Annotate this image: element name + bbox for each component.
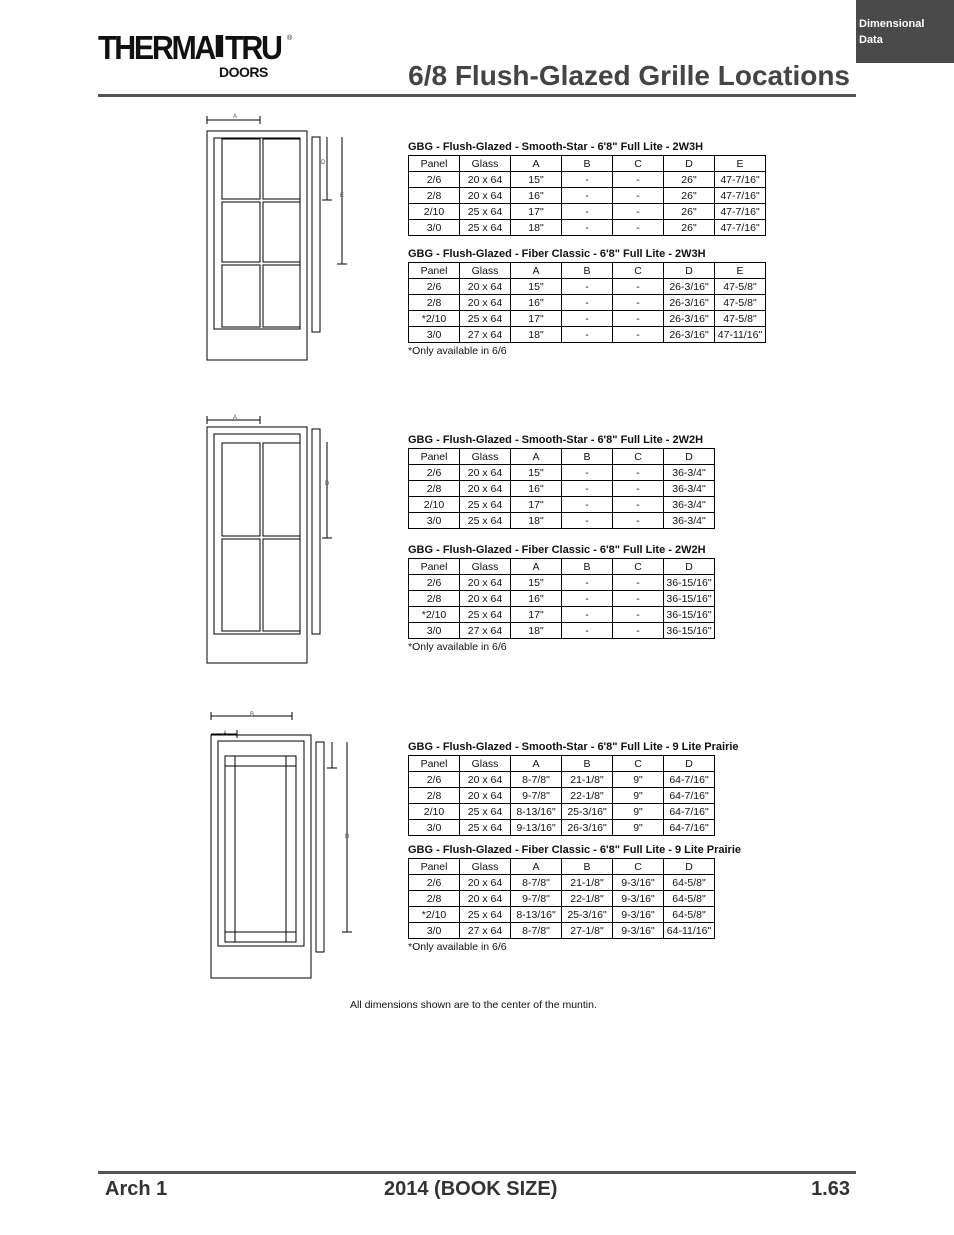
table-cell: - bbox=[562, 575, 613, 591]
table-cell: - bbox=[613, 623, 664, 639]
table-cell: 21-1/8" bbox=[562, 875, 613, 891]
table-cell: 25 x 64 bbox=[460, 513, 511, 529]
table-cell: 3/0 bbox=[409, 220, 460, 236]
label-d: D bbox=[321, 160, 326, 166]
table-cell: 9-3/16" bbox=[613, 923, 664, 939]
table-cell: 9" bbox=[613, 804, 664, 820]
table-cell: - bbox=[562, 220, 613, 236]
table-cell: 8-7/8" bbox=[511, 923, 562, 939]
table-cell: 22-1/8" bbox=[562, 788, 613, 804]
column-header: Panel bbox=[409, 263, 460, 279]
table-cell: 47-5/8" bbox=[715, 295, 766, 311]
table-cell: - bbox=[562, 513, 613, 529]
table-cell: 64-7/16" bbox=[664, 788, 715, 804]
table-cell: - bbox=[613, 513, 664, 529]
table-cell: 2/10 bbox=[409, 497, 460, 513]
table-cell: 64-7/16" bbox=[664, 820, 715, 836]
table-block-fiber-classic-9-lite bbox=[408, 843, 741, 953]
table-cell: 8-7/8" bbox=[511, 875, 562, 891]
table-cell: 3/0 bbox=[409, 623, 460, 639]
column-header: D bbox=[664, 859, 715, 875]
table-body bbox=[409, 263, 766, 343]
table-cell: 2/8 bbox=[409, 481, 460, 497]
table-cell: - bbox=[613, 204, 664, 220]
table-cell: - bbox=[562, 607, 613, 623]
column-header: B bbox=[562, 449, 613, 465]
table-block-fiber-classic-2w3h bbox=[408, 247, 766, 357]
table-cell: 27 x 64 bbox=[460, 623, 511, 639]
dimension-table bbox=[408, 755, 715, 836]
table-cell: 9-7/8" bbox=[511, 788, 562, 804]
table-cell: - bbox=[613, 327, 664, 343]
dimension-table bbox=[408, 558, 715, 639]
table-row bbox=[409, 875, 715, 891]
table-cell: 2/6 bbox=[409, 172, 460, 188]
table-cell: 16" bbox=[511, 188, 562, 204]
table-cell: 15" bbox=[511, 575, 562, 591]
table-cell: 20 x 64 bbox=[460, 188, 511, 204]
table-cell: 26" bbox=[664, 204, 715, 220]
table-cell: 8-7/8" bbox=[511, 772, 562, 788]
table-cell: 9-3/16" bbox=[613, 907, 664, 923]
table-cell: 18" bbox=[511, 623, 562, 639]
table-cell: *2/10 bbox=[409, 311, 460, 327]
table-cell: 26" bbox=[664, 188, 715, 204]
table-row bbox=[409, 623, 715, 639]
table-cell: 2/10 bbox=[409, 204, 460, 220]
table-row bbox=[409, 311, 766, 327]
table-row bbox=[409, 575, 715, 591]
prairie-top-bar bbox=[225, 756, 296, 766]
table-cell: 47-7/16" bbox=[715, 188, 766, 204]
column-header: A bbox=[511, 559, 562, 575]
table-cell: 20 x 64 bbox=[460, 591, 511, 607]
door-diagram-2w2h bbox=[200, 412, 360, 668]
grille-pane bbox=[222, 139, 260, 199]
table-cell: 8-13/16" bbox=[511, 907, 562, 923]
column-header: Glass bbox=[460, 859, 511, 875]
table-cell: 2/8 bbox=[409, 788, 460, 804]
table-cell: 2/6 bbox=[409, 875, 460, 891]
table-cell: - bbox=[613, 295, 664, 311]
table-cell: 9-3/16" bbox=[613, 875, 664, 891]
grille-pane bbox=[222, 202, 260, 262]
table-cell: 36-3/4" bbox=[664, 497, 715, 513]
table-header-row bbox=[409, 756, 715, 772]
table-row bbox=[409, 907, 715, 923]
table-body bbox=[409, 859, 715, 939]
label-d: D bbox=[325, 481, 330, 487]
prairie-center-pane bbox=[235, 766, 286, 932]
column-header: Panel bbox=[409, 559, 460, 575]
column-header: Panel bbox=[409, 756, 460, 772]
label-e: E bbox=[340, 193, 345, 199]
side-profile bbox=[312, 429, 320, 634]
table-cell: - bbox=[562, 311, 613, 327]
table-cell: 2/6 bbox=[409, 465, 460, 481]
section-tab-line1: Dimensional bbox=[859, 18, 925, 30]
column-header: C bbox=[613, 156, 664, 172]
table-cell: 25 x 64 bbox=[460, 607, 511, 623]
column-header: B bbox=[562, 559, 613, 575]
grille-pane bbox=[222, 539, 260, 631]
table-cell: 25 x 64 bbox=[460, 497, 511, 513]
logo-door-icon bbox=[216, 35, 223, 57]
table-row bbox=[409, 788, 715, 804]
dimension-table bbox=[408, 155, 766, 236]
table-cell: 16" bbox=[511, 481, 562, 497]
column-header: E bbox=[715, 156, 766, 172]
table-cell: - bbox=[613, 220, 664, 236]
table-block-smooth-star-2w2h bbox=[408, 433, 715, 529]
table-cell: 25-3/16" bbox=[562, 804, 613, 820]
table-cell: 22-1/8" bbox=[562, 891, 613, 907]
table-cell: 2/10 bbox=[409, 804, 460, 820]
table-cell: 9" bbox=[613, 772, 664, 788]
table-cell: 20 x 64 bbox=[460, 575, 511, 591]
table-cell: 47-5/8" bbox=[715, 279, 766, 295]
table-cell: 27 x 64 bbox=[460, 923, 511, 939]
table-cell: 2/6 bbox=[409, 279, 460, 295]
column-header: B bbox=[562, 859, 613, 875]
table-cell: 15" bbox=[511, 465, 562, 481]
footer-edition: 2014 (BOOK SIZE) bbox=[384, 1178, 558, 1200]
table-cell: 64-5/8" bbox=[664, 891, 715, 907]
column-header: D bbox=[664, 449, 715, 465]
table-cell: 17" bbox=[511, 311, 562, 327]
table-cell: 20 x 64 bbox=[460, 875, 511, 891]
prairie-right-bar bbox=[286, 756, 296, 942]
grille-pane bbox=[222, 265, 260, 327]
table-cell: 64-7/16" bbox=[664, 772, 715, 788]
table-cell: 21-1/8" bbox=[562, 772, 613, 788]
table-title: GBG - Flush-Glazed - Smooth-Star - 6'8" Full Lite - 2W2H bbox=[408, 434, 704, 446]
table-cell: 18" bbox=[511, 220, 562, 236]
table-block-smooth-star-2w3h bbox=[408, 140, 766, 236]
table-cell: 20 x 64 bbox=[460, 279, 511, 295]
table-cell: 26-3/16" bbox=[562, 820, 613, 836]
column-header: C bbox=[613, 559, 664, 575]
column-header: C bbox=[613, 263, 664, 279]
table-title: GBG - Flush-Glazed - Fiber Classic - 6'8" Full Lite - 9 Lite Prairie bbox=[408, 844, 742, 856]
table-cell: 25 x 64 bbox=[460, 311, 511, 327]
table-header-row bbox=[409, 156, 766, 172]
logo-wordmark-right: TRU bbox=[225, 29, 281, 66]
table-cell: 36-15/16" bbox=[664, 591, 715, 607]
column-header: E bbox=[715, 263, 766, 279]
table-cell: 64-11/16" bbox=[664, 923, 715, 939]
table-cell: 20 x 64 bbox=[460, 481, 511, 497]
column-header: C bbox=[613, 756, 664, 772]
table-cell: 26-3/16" bbox=[664, 295, 715, 311]
table-cell: 47-7/16" bbox=[715, 204, 766, 220]
table-cell: 18" bbox=[511, 513, 562, 529]
table-row bbox=[409, 923, 715, 939]
column-header: A bbox=[511, 156, 562, 172]
table-cell: 3/0 bbox=[409, 513, 460, 529]
table-cell: 2/8 bbox=[409, 188, 460, 204]
table-row bbox=[409, 188, 766, 204]
table-row bbox=[409, 591, 715, 607]
table-cell: 20 x 64 bbox=[460, 295, 511, 311]
table-cell: - bbox=[613, 575, 664, 591]
table-cell: *2/10 bbox=[409, 607, 460, 623]
label-b: B bbox=[250, 712, 255, 718]
table-cell: - bbox=[562, 497, 613, 513]
table-cell: 9-3/16" bbox=[613, 891, 664, 907]
table-cell: 20 x 64 bbox=[460, 465, 511, 481]
table-title: GBG - Flush-Glazed - Smooth-Star - 6'8" Full Lite - 9 Lite Prairie bbox=[408, 741, 739, 753]
table-cell: 18" bbox=[511, 327, 562, 343]
table-row bbox=[409, 891, 715, 907]
table-cell: - bbox=[613, 497, 664, 513]
table-cell: 25 x 64 bbox=[460, 907, 511, 923]
table-row bbox=[409, 820, 715, 836]
table-cell: - bbox=[562, 295, 613, 311]
table-cell: 64-5/8" bbox=[664, 875, 715, 891]
table-cell: 25 x 64 bbox=[460, 220, 511, 236]
table-cell: 20 x 64 bbox=[460, 891, 511, 907]
table-cell: 3/0 bbox=[409, 327, 460, 343]
table-cell: - bbox=[613, 465, 664, 481]
table-cell: 26" bbox=[664, 220, 715, 236]
dimension-table bbox=[408, 858, 715, 939]
column-header: Glass bbox=[460, 559, 511, 575]
table-cell: 9-7/8" bbox=[511, 891, 562, 907]
table-cell: - bbox=[562, 465, 613, 481]
table-block-smooth-star-9-lite bbox=[408, 740, 739, 836]
section-tab-line2: Data bbox=[859, 34, 883, 46]
column-header: D bbox=[664, 559, 715, 575]
grille-pane bbox=[263, 265, 300, 327]
table-cell: - bbox=[562, 481, 613, 497]
table-cell: 16" bbox=[511, 295, 562, 311]
table-row bbox=[409, 607, 715, 623]
table-row bbox=[409, 804, 715, 820]
availability-note: *Only available in 6/6 bbox=[408, 345, 507, 357]
table-cell: 36-15/16" bbox=[664, 607, 715, 623]
door-glass-frame bbox=[214, 138, 300, 329]
column-header: A bbox=[511, 756, 562, 772]
table-row bbox=[409, 497, 715, 513]
column-header: A bbox=[511, 449, 562, 465]
table-row bbox=[409, 295, 766, 311]
dimension-table bbox=[408, 262, 766, 343]
table-cell: 20 x 64 bbox=[460, 172, 511, 188]
footer-rule bbox=[98, 1171, 856, 1174]
table-cell: 64-7/16" bbox=[664, 804, 715, 820]
table-cell: 16" bbox=[511, 591, 562, 607]
table-cell: 47-11/16" bbox=[715, 327, 766, 343]
prairie-left-bar bbox=[225, 756, 235, 942]
table-row bbox=[409, 220, 766, 236]
table-title: GBG - Flush-Glazed - Fiber Classic - 6'8" Full Lite - 2W2H bbox=[408, 544, 706, 556]
table-cell: - bbox=[562, 172, 613, 188]
table-cell: - bbox=[613, 591, 664, 607]
table-cell: 2/6 bbox=[409, 575, 460, 591]
table-cell: 17" bbox=[511, 204, 562, 220]
table-cell: 17" bbox=[511, 497, 562, 513]
table-body bbox=[409, 156, 766, 236]
table-cell: 26-3/16" bbox=[664, 327, 715, 343]
table-cell: - bbox=[562, 327, 613, 343]
table-cell: 26-3/16" bbox=[664, 279, 715, 295]
table-cell: 3/0 bbox=[409, 820, 460, 836]
table-cell: 20 x 64 bbox=[460, 788, 511, 804]
table-row bbox=[409, 172, 766, 188]
table-cell: 36-15/16" bbox=[664, 575, 715, 591]
label-a: A bbox=[223, 731, 228, 737]
logo-wordmark-left: THERMA bbox=[98, 29, 215, 66]
column-header: Glass bbox=[460, 263, 511, 279]
table-cell: 36-15/16" bbox=[664, 623, 715, 639]
table-cell: 15" bbox=[511, 279, 562, 295]
table-cell: 2/6 bbox=[409, 772, 460, 788]
table-cell: 47-7/16" bbox=[715, 220, 766, 236]
table-cell: - bbox=[613, 607, 664, 623]
label-a: A bbox=[233, 415, 238, 421]
table-cell: 2/8 bbox=[409, 295, 460, 311]
column-header: Glass bbox=[460, 756, 511, 772]
table-cell: 25 x 64 bbox=[460, 804, 511, 820]
column-header: A bbox=[511, 859, 562, 875]
table-cell: 25-3/16" bbox=[562, 907, 613, 923]
table-header-row bbox=[409, 559, 715, 575]
availability-note: *Only available in 6/6 bbox=[408, 941, 507, 953]
table-row bbox=[409, 481, 715, 497]
column-header: D bbox=[664, 263, 715, 279]
table-cell: 64-5/8" bbox=[664, 907, 715, 923]
table-cell: 3/0 bbox=[409, 923, 460, 939]
table-cell: 2/8 bbox=[409, 891, 460, 907]
table-cell: 27-1/8" bbox=[562, 923, 613, 939]
logo-registered-mark: ® bbox=[287, 35, 293, 42]
table-cell: 47-7/16" bbox=[715, 172, 766, 188]
table-cell: - bbox=[613, 188, 664, 204]
table-cell: 17" bbox=[511, 607, 562, 623]
column-header: Glass bbox=[460, 156, 511, 172]
table-cell: - bbox=[562, 204, 613, 220]
table-row bbox=[409, 327, 766, 343]
grille-pane bbox=[263, 443, 300, 536]
table-cell: 9" bbox=[613, 820, 664, 836]
table-block-fiber-classic-2w2h bbox=[408, 543, 715, 653]
label-d: D bbox=[345, 834, 350, 840]
column-header: Glass bbox=[460, 449, 511, 465]
table-cell: - bbox=[613, 481, 664, 497]
footer-page-number: 1.63 bbox=[811, 1178, 850, 1200]
muntin-footnote: All dimensions shown are to the center of the muntin. bbox=[350, 999, 597, 1011]
column-header: Panel bbox=[409, 859, 460, 875]
side-profile bbox=[316, 742, 324, 952]
table-cell: - bbox=[562, 623, 613, 639]
grille-pane bbox=[263, 539, 300, 631]
therma-tru-logo bbox=[98, 29, 298, 84]
column-header: B bbox=[562, 156, 613, 172]
table-cell: 36-3/4" bbox=[664, 481, 715, 497]
table-cell: - bbox=[613, 172, 664, 188]
column-header: D bbox=[664, 756, 715, 772]
column-header: D bbox=[664, 156, 715, 172]
grille-pane bbox=[263, 202, 300, 262]
table-body bbox=[409, 449, 715, 529]
table-title: GBG - Flush-Glazed - Fiber Classic - 6'8" Full Lite - 2W3H bbox=[408, 248, 706, 260]
table-cell: 2/8 bbox=[409, 591, 460, 607]
column-header: Panel bbox=[409, 156, 460, 172]
table-cell: 25 x 64 bbox=[460, 204, 511, 220]
logo-subtitle: DOORS bbox=[219, 64, 268, 80]
dimension-table bbox=[408, 448, 715, 529]
prairie-bottom-bar bbox=[225, 932, 296, 942]
table-cell: 27 x 64 bbox=[460, 327, 511, 343]
table-row bbox=[409, 772, 715, 788]
table-cell: *2/10 bbox=[409, 907, 460, 923]
side-profile bbox=[312, 137, 320, 332]
table-cell: 15" bbox=[511, 172, 562, 188]
logo-wordmark bbox=[98, 29, 281, 66]
grille-pane bbox=[263, 139, 300, 199]
table-cell: 9" bbox=[613, 788, 664, 804]
table-body bbox=[409, 559, 715, 639]
table-header-row bbox=[409, 859, 715, 875]
table-cell: 26" bbox=[664, 172, 715, 188]
column-header: C bbox=[613, 449, 664, 465]
table-cell: 9-13/16" bbox=[511, 820, 562, 836]
table-cell: 36-3/4" bbox=[664, 513, 715, 529]
table-cell: - bbox=[562, 188, 613, 204]
table-cell: 8-13/16" bbox=[511, 804, 562, 820]
table-title: GBG - Flush-Glazed - Smooth-Star - 6'8" Full Lite - 2W3H bbox=[408, 141, 704, 153]
header-rule bbox=[98, 94, 856, 97]
page-title: 6/8 Flush-Glazed Grille Locations bbox=[408, 60, 850, 91]
table-header-row bbox=[409, 449, 715, 465]
table-cell: 47-5/8" bbox=[715, 311, 766, 327]
table-cell: 25 x 64 bbox=[460, 820, 511, 836]
door-diagram-2w3h bbox=[200, 108, 360, 364]
column-header: A bbox=[511, 263, 562, 279]
column-header: C bbox=[613, 859, 664, 875]
section-tab bbox=[856, 0, 954, 63]
door-glass-frame bbox=[218, 741, 304, 946]
table-cell: - bbox=[613, 311, 664, 327]
label-a: A bbox=[233, 114, 238, 120]
table-body bbox=[409, 756, 715, 836]
footer-product-line: Arch 1 bbox=[105, 1178, 168, 1200]
column-header: B bbox=[562, 263, 613, 279]
door-diagram-9-lite-prairie bbox=[205, 708, 365, 983]
availability-note: *Only available in 6/6 bbox=[408, 641, 507, 653]
table-row bbox=[409, 279, 766, 295]
table-row bbox=[409, 513, 715, 529]
table-cell: - bbox=[562, 591, 613, 607]
table-cell: - bbox=[613, 279, 664, 295]
grille-pane bbox=[222, 443, 260, 536]
table-cell: 36-3/4" bbox=[664, 465, 715, 481]
column-header: B bbox=[562, 756, 613, 772]
column-header: Panel bbox=[409, 449, 460, 465]
table-cell: 20 x 64 bbox=[460, 772, 511, 788]
door-glass-frame bbox=[214, 434, 300, 634]
table-header-row bbox=[409, 263, 766, 279]
table-row bbox=[409, 465, 715, 481]
table-cell: 26-3/16" bbox=[664, 311, 715, 327]
table-row bbox=[409, 204, 766, 220]
table-cell: - bbox=[562, 279, 613, 295]
